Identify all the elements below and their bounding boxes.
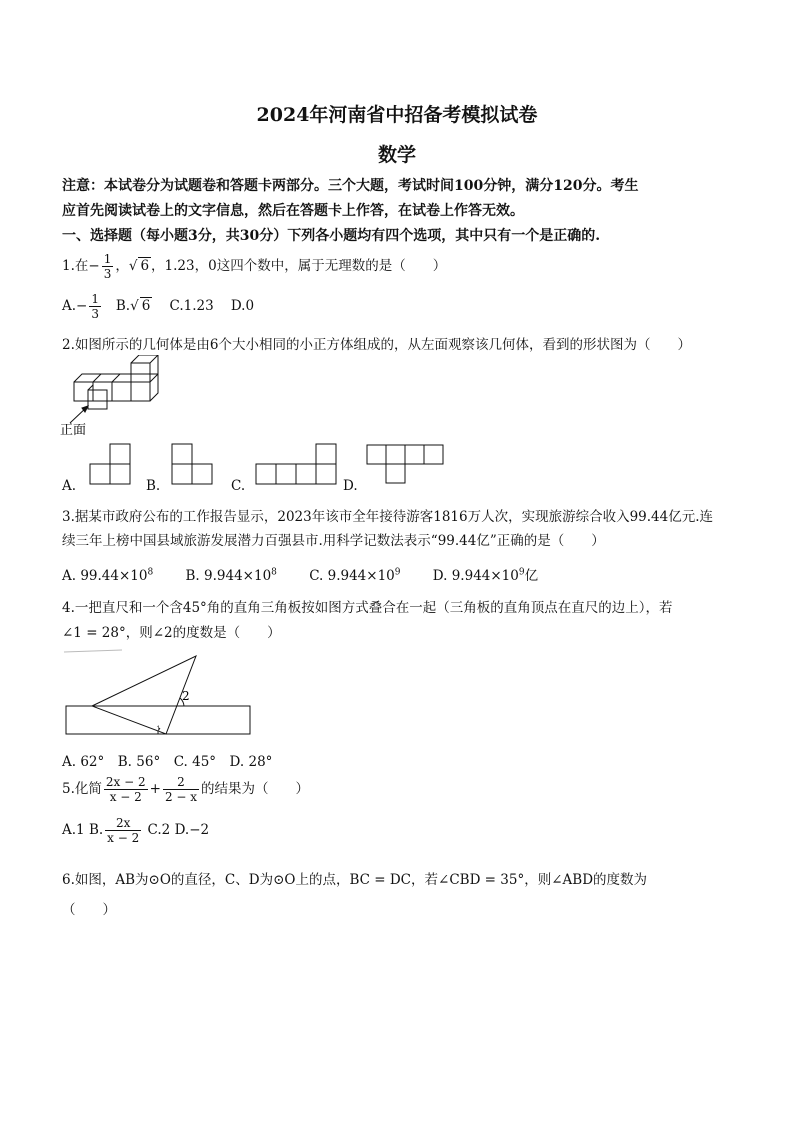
q5-opt-b-fraction xyxy=(105,816,141,845)
question-3-line-1: 3.据某市政府公布的工作报告显示，2023年该市全年接待游客1816万人次，实现旅游综合收入99.44亿元.连 xyxy=(62,509,714,525)
q1-opt-a-den: 3 xyxy=(91,307,99,321)
q1-prefix: 1.在 xyxy=(62,258,89,274)
sqrt-icon: √ xyxy=(130,298,139,314)
question-4-line-2: ∠1 = 28°，则∠2的度数是（ ） xyxy=(62,625,281,641)
q5-f1-den: x − 2 xyxy=(109,790,142,804)
q3-opt-a: A. 99.44×10 xyxy=(62,568,148,584)
q1-frac-num: 1 xyxy=(103,252,112,266)
q1-opt-d: D.0 xyxy=(230,298,255,314)
q5-f1-num: 2x − 2 xyxy=(105,775,146,789)
q3-opt-b-exp: 8 xyxy=(271,567,277,578)
q3-opt-d: D. 9.944×10 xyxy=(432,568,519,584)
q5-suffix: 的结果为（ ） xyxy=(201,781,310,797)
question-6-line-1: 6.如图，AB为⊙O的直径，C、D为⊙O上的点，BC = DC，若∠CBD = 35°，则∠ABD的度数为 xyxy=(62,872,648,888)
q5-opt-a: A.1 xyxy=(62,822,85,838)
section-1-heading: 一、选择题（每小题3分，共30分）下列各小题均有四个选项，其中只有一个是正确的. xyxy=(62,228,601,244)
q2-option-a-figure xyxy=(88,443,132,487)
q1-neg: − xyxy=(88,258,100,274)
q5-opt-b-label: B. xyxy=(88,822,104,838)
q3-opt-c-exp: 9 xyxy=(394,567,401,578)
q1-opt-a-fraction xyxy=(89,292,101,321)
q1-opt-b-value: 6 xyxy=(141,298,151,314)
q1-sqrt-value: 6 xyxy=(140,258,150,274)
q1-opt-b-label: B. xyxy=(115,298,131,314)
q5-f2-den: 2 − x xyxy=(164,790,198,804)
q1-frac-den: 3 xyxy=(103,267,112,281)
q2-opt-b-label: B. xyxy=(146,478,161,494)
question-3-line-2: 续三年上榜中国县域旅游发展潜力百强县市.用科学记数法表示“99.44亿”正确的是（ ） xyxy=(62,533,605,549)
q5-opt-c: C.2 xyxy=(147,822,171,838)
q1-options xyxy=(62,292,254,321)
q5-f2-num: 2 xyxy=(163,775,199,790)
angle-2-label: 2 xyxy=(182,689,190,703)
front-label: 正面 xyxy=(60,423,87,437)
q3-opt-c: C. 9.944×10 xyxy=(309,568,395,584)
notice-line-2: 应首先阅读试卷上的文字信息，然后在答题卡上作答，在试卷上作答无效。 xyxy=(62,203,524,219)
exam-title: 2024年河南省中招备考模拟试卷 xyxy=(256,104,538,126)
q2-option-b-figure xyxy=(170,443,214,487)
q5-options xyxy=(62,816,209,845)
q5-opt-b-num: 2x xyxy=(105,816,141,831)
ruler-triangle-figure xyxy=(62,648,254,740)
q1-fraction xyxy=(102,252,114,281)
q3-opt-d-exp: 9 xyxy=(518,567,525,578)
q3-opt-a-exp: 8 xyxy=(147,567,154,578)
q1-opt-a-label: A. xyxy=(62,298,77,314)
exam-subject: 数学 xyxy=(377,144,416,166)
q2-opt-d-label: D. xyxy=(343,478,358,494)
q2-option-c-figure xyxy=(254,443,338,487)
q5-fraction-2 xyxy=(163,775,199,804)
q5-opt-d: D.−2 xyxy=(174,822,210,838)
q2-option-d-figure xyxy=(366,444,446,488)
q1-sep: ， xyxy=(115,258,129,274)
q1-opt-a-num: 1 xyxy=(91,292,99,306)
q4-options: A. 62° B. 56° C. 45° D. 28° xyxy=(62,754,273,770)
q3-options xyxy=(62,564,538,584)
q1-rest: ，1.23，0这四个数中，属于无理数的是（ ） xyxy=(151,258,447,274)
q1-opt-a-neg: − xyxy=(76,298,88,314)
question-6-line-2: （ ） xyxy=(62,902,116,918)
q5-prefix: 5.化简 xyxy=(62,781,102,797)
question-2: 2.如图所示的几何体是由6个大小相同的小正方体组成的，从左面观察该几何体，看到的形状图为（ ） xyxy=(62,337,691,353)
notice-line-1: 注意：本试卷分为试题卷和答题卡两部分。三个大题，考试时间100分钟，满分120分。考生 xyxy=(62,178,639,194)
q1-opt-c: C.1.23 xyxy=(169,298,214,314)
sqrt-icon: √ xyxy=(128,258,138,274)
q5-opt-b-den: x − 2 xyxy=(107,831,140,845)
q3-opt-b: B. 9.944×10 xyxy=(185,568,272,584)
question-1 xyxy=(62,252,446,281)
question-4-line-1: 4.一把直尺和一个含45°角的直角三角板按如图方式叠合在一起（三角板的直角顶点在直尺的边上），若 xyxy=(62,600,673,616)
q2-opt-a-label: A. xyxy=(62,478,77,494)
q2-opt-c-label: C. xyxy=(231,478,246,494)
cube-solid-figure xyxy=(60,355,170,437)
q3-opt-d-suffix: 亿 xyxy=(524,568,539,584)
q5-plus: + xyxy=(149,781,161,797)
q5-fraction-1 xyxy=(104,775,148,804)
angle-1-label: 1 xyxy=(156,725,162,734)
question-5 xyxy=(62,775,309,804)
